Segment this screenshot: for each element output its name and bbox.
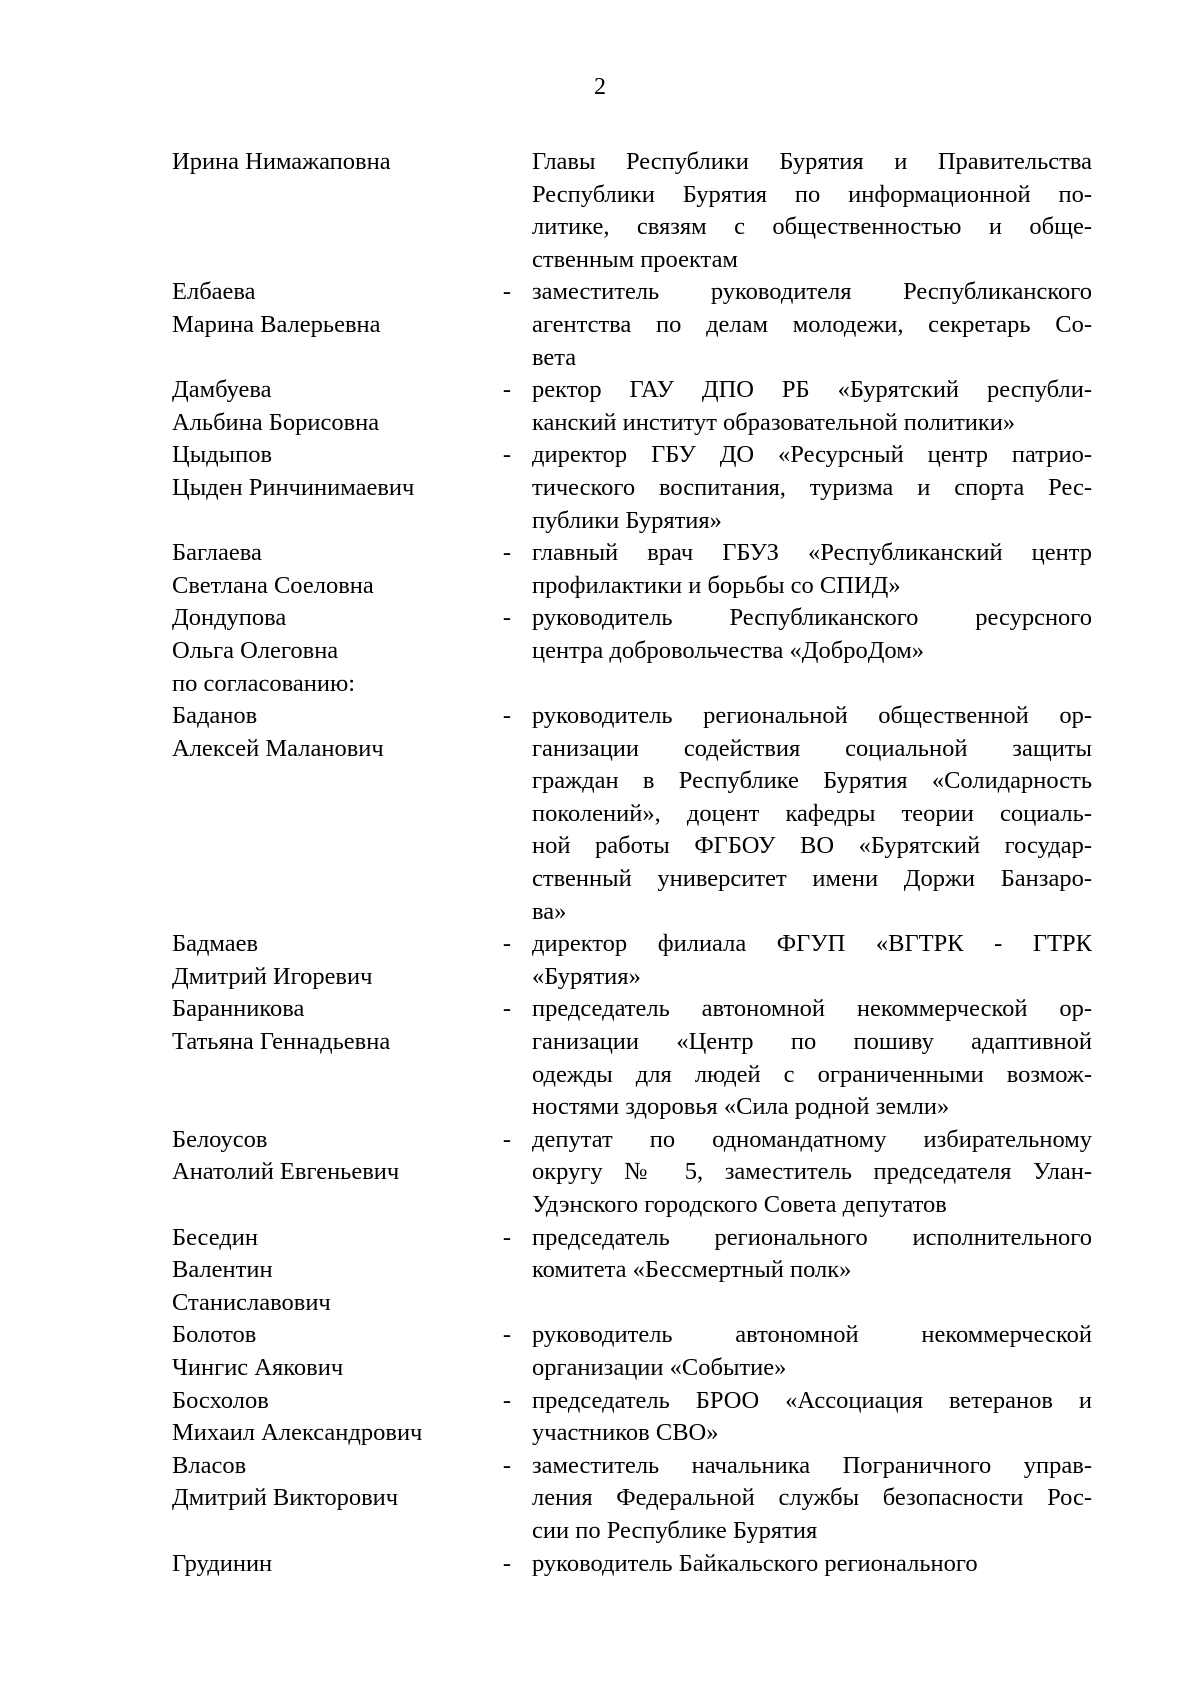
- member-name: [172, 928, 482, 993]
- member-name: [172, 374, 482, 439]
- member-name-line: Дмитрий Игоревич: [172, 962, 373, 990]
- member-position-line: организации «Событие»: [532, 1353, 787, 1381]
- member-position: [532, 1222, 1092, 1287]
- member-position-line: директор филиала ФГУП «ВГТРК - ГТРК: [532, 930, 1092, 958]
- member-name: [172, 1124, 482, 1189]
- member-position: [532, 602, 1092, 667]
- member-name-line: Дондупова: [172, 604, 287, 632]
- member-name-line: Цыдыпов: [172, 441, 273, 469]
- member-name-line: Татьяна Геннадьевна: [172, 1028, 391, 1056]
- member-position-line: председатель БРОО «Ассоциация ветеранов и: [532, 1386, 1092, 1414]
- member-name: [172, 700, 482, 765]
- member-name-line: Алексей Маланович: [172, 734, 384, 762]
- member-position-line: сии по Республике Бурятия: [532, 1516, 818, 1544]
- roster-entry: [172, 1124, 1092, 1222]
- member-name-line: Дмитрий Викторович: [172, 1484, 399, 1512]
- separator-dash: -: [502, 702, 512, 730]
- member-position-line: граждан в Республике Бурятия «Солидарность: [532, 767, 1092, 795]
- roster-entry: [172, 1450, 1092, 1548]
- roster-entry: [172, 993, 1092, 1123]
- member-position-line: главный врач ГБУЗ «Республиканский центр: [532, 539, 1092, 567]
- separator-dash: -: [502, 539, 512, 567]
- member-name-line: Грудинин: [172, 1549, 273, 1577]
- member-position-line: депутат по одномандатному избирательному: [532, 1125, 1092, 1153]
- member-position-line: центра добровольчества «ДоброДом»: [532, 636, 924, 664]
- member-position: [532, 146, 1092, 276]
- member-position-line: публики Бурятия»: [532, 506, 722, 534]
- member-position-line: агентства по делам молодежи, секретарь Со-: [532, 310, 1092, 338]
- member-position: [532, 374, 1092, 439]
- member-position-line: заместитель начальника Пограничного управ-: [532, 1451, 1092, 1479]
- roster-entry: [172, 928, 1092, 993]
- member-name-line: Власов: [172, 1451, 247, 1479]
- separator-dash: -: [502, 1223, 512, 1251]
- separator-dash: -: [502, 278, 512, 306]
- member-name-line: Марина Валерьевна: [172, 310, 381, 338]
- member-name-line: Чингис Аякович: [172, 1353, 344, 1381]
- separator-dash: -: [502, 1549, 512, 1577]
- member-name-line: Баданов: [172, 702, 258, 730]
- member-name: [172, 1548, 482, 1581]
- roster-entry: [172, 700, 1092, 928]
- member-position: [532, 993, 1092, 1123]
- separator-dash: -: [502, 1125, 512, 1153]
- member-position-line: председатель автономной некоммерческой ор-: [532, 995, 1092, 1023]
- member-name-line: Елбаева: [172, 278, 256, 306]
- member-name-line: Ольга Олеговна: [172, 636, 339, 664]
- member-position-line: ректор ГАУ ДПО РБ «Бурятский республи-: [532, 376, 1092, 404]
- member-position: [532, 1319, 1092, 1384]
- separator-dash: -: [502, 995, 512, 1023]
- separator-dash: -: [502, 376, 512, 404]
- member-position-line: ной работы ФГБОУ ВО «Бурятский государ-: [532, 832, 1092, 860]
- member-name: [172, 993, 482, 1058]
- member-position: [532, 928, 1092, 993]
- member-position-line: ления Федеральной службы безопасности Рос-: [532, 1484, 1092, 1512]
- member-position: [532, 1450, 1092, 1548]
- separator-dash: -: [502, 604, 512, 632]
- member-name: [172, 146, 482, 179]
- member-position: [532, 276, 1092, 374]
- member-name-line: Ирина Нимажаповна: [172, 148, 391, 175]
- member-name-line: Светлана Соеловна: [172, 571, 374, 599]
- member-position: [532, 537, 1092, 602]
- member-position-line: директор ГБУ ДО «Ресурсный центр патрио-: [532, 441, 1092, 469]
- member-name: [172, 1319, 482, 1384]
- member-position-line: руководитель региональной общественной ор-: [532, 702, 1092, 730]
- member-name-line: Баранникова: [172, 995, 305, 1023]
- roster-entry: [172, 439, 1092, 537]
- roster-entry: [172, 1548, 1082, 1581]
- member-position-line: руководитель автономной некоммерческой: [532, 1321, 1092, 1349]
- member-position-line: «Бурятия»: [532, 962, 641, 990]
- member-name: [172, 537, 482, 602]
- roster-entry: [172, 537, 1092, 602]
- member-position-line: заместитель руководителя Республиканского: [532, 278, 1092, 306]
- member-position-line: канский институт образовательной политики»: [532, 408, 1016, 436]
- member-position-line: ганизации содействия социальной защиты: [532, 734, 1092, 762]
- member-position-line: тического воспитания, туризма и спорта Рес-: [532, 473, 1092, 501]
- member-position-line: ственным проектам: [532, 245, 738, 273]
- roster-entry: [172, 1319, 1092, 1384]
- separator-dash: -: [502, 441, 512, 469]
- member-position: [532, 1124, 1092, 1222]
- member-position-line: профилактики и борьбы со СПИД»: [532, 571, 901, 599]
- roster-entry: [172, 602, 1092, 667]
- member-name-line: Болотов: [172, 1321, 257, 1349]
- separator-dash: -: [502, 1451, 512, 1479]
- member-position-line: Удэнского городского Совета депутатов: [532, 1191, 947, 1218]
- member-position-line: поколений», доцент кафедры теории социаль-: [532, 799, 1092, 827]
- member-name-line: Белоусов: [172, 1125, 268, 1153]
- member-name-line: Беседин: [172, 1223, 258, 1251]
- member-name-line: Бадмаев: [172, 930, 259, 958]
- member-position-line: Республики Бурятия по информационной по-: [532, 180, 1092, 208]
- member-position-line: комитета «Бессмертный полк»: [532, 1256, 852, 1284]
- member-name-line: Цыден Ринчинимаевич: [172, 473, 415, 501]
- member-position-line: руководитель Республиканского ресурсного: [532, 604, 1092, 632]
- member-name-line: Михаил Александрович: [172, 1419, 423, 1447]
- member-position-line: ганизации «Центр по пошиву адаптивной: [532, 1028, 1092, 1056]
- section-label-agreed: по согласованию:: [172, 669, 356, 697]
- roster-entry: [172, 276, 1092, 374]
- member-position-line: Главы Республики Бурятия и Правительства: [532, 148, 1092, 175]
- member-position-line: ва»: [532, 897, 567, 925]
- member-position-line: участников СВО»: [532, 1419, 719, 1447]
- member-position-line: одежды для людей с ограниченными возмож-: [532, 1060, 1092, 1088]
- member-position-line: вета: [532, 343, 577, 371]
- member-name-line: Станиславович: [172, 1288, 331, 1316]
- member-name: [172, 1385, 482, 1450]
- roster-entry: [172, 1385, 1092, 1450]
- member-name: [172, 602, 482, 667]
- roster-entry: [172, 1222, 1092, 1320]
- member-name-line: Босхолов: [172, 1386, 269, 1414]
- member-name: [172, 276, 482, 341]
- roster-entry: [172, 374, 1092, 439]
- member-position: [532, 700, 1092, 928]
- separator-dash: -: [502, 1386, 512, 1414]
- member-position: [532, 1385, 1092, 1450]
- member-name: [172, 1222, 482, 1320]
- member-position-line: руководитель Байкальского регионального: [532, 1549, 978, 1577]
- member-position-line: литике, связям с общественностью и обще-: [532, 213, 1092, 241]
- member-name: [172, 439, 482, 504]
- member-position: [532, 1548, 1092, 1581]
- member-name-line: Валентин: [172, 1256, 273, 1284]
- page-number: 2: [594, 74, 606, 100]
- member-roster: [172, 146, 1092, 1580]
- roster-entry: [172, 146, 1092, 276]
- separator-dash: -: [502, 930, 512, 958]
- member-name-line: Анатолий Евгеньевич: [172, 1158, 400, 1186]
- member-position: [532, 439, 1092, 537]
- member-position-line: ностями здоровья «Сила родной земли»: [532, 1093, 950, 1121]
- member-position-line: председатель регионального исполнительного: [532, 1223, 1092, 1251]
- member-name-line: Альбина Борисовна: [172, 408, 380, 436]
- member-position-line: округу № 5, заместитель председателя Улан-: [532, 1158, 1092, 1186]
- member-position-line: ственный университет имени Доржи Банзаро-: [532, 865, 1092, 893]
- member-name-line: Баглаева: [172, 539, 262, 567]
- separator-dash: -: [502, 1321, 512, 1349]
- member-name-line: Дамбуева: [172, 376, 272, 404]
- member-name: [172, 1450, 482, 1515]
